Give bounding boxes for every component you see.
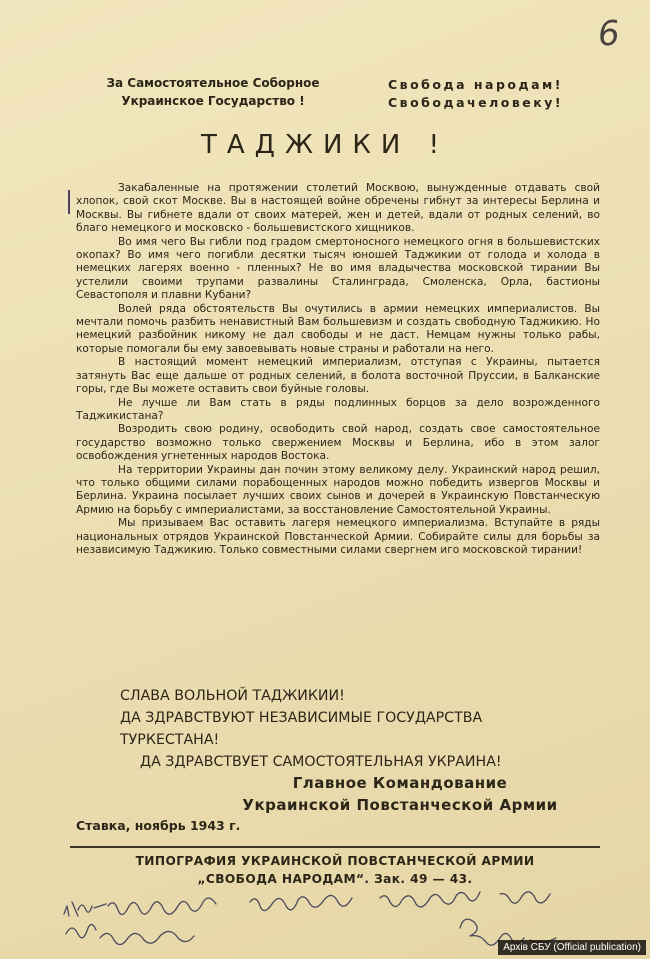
divider-rule bbox=[70, 846, 600, 848]
printer-line-2: „СВОБОДА НАРОДАМ“. Зак. 49 — 43. bbox=[197, 872, 473, 886]
header-left-slogan bbox=[88, 74, 338, 110]
header-left-line-2: Украинское Государство ! bbox=[121, 94, 305, 108]
slogan-3: ДА ЗДРАВСТВУЕТ САМОСТОЯТЕЛЬНАЯ УКРАИНА! bbox=[140, 754, 502, 770]
paragraph-8: Мы призываем Вас оставить лагеря немецкого империализма. Вступайте в ряды национальных отрядов Украинской Повстанческой Армии. Собирайте силы для борьбы за независимую Таджикию. Только совместными силами свергнем иго московской тирании! bbox=[76, 517, 600, 556]
paragraph-3: Волей ряда обстоятельств Вы очутились в армии немецких империалистов. Вы мечтали помочь разбить ненавистный Вам большевизм и создать свободную Таджикию. Но немецкий разбойник никому не дал свободы и не даст. Немцам нужны только рабы, которые помогали бы ему завоевывать новые страны и работали на него. bbox=[76, 302, 600, 355]
printer-line-1: ТИПОГРАФИЯ УКРАИНСКОЙ ПОВСТАНЧЕСКОЙ АРМИИ bbox=[135, 854, 535, 868]
paragraph-5: Не лучше ли Вам стать в ряды подлинных борцов за дело возрожденного Таджикистана? bbox=[76, 396, 600, 422]
closing-slogans bbox=[120, 688, 600, 776]
signature-line-2: Украинской Повстанческой Армии bbox=[242, 796, 558, 814]
pencil-margin-mark bbox=[68, 190, 74, 214]
paragraph-4: В настоящий момент немецкий империализм, отступая с Украины, пытается затянуть Вас еще дальше от родных селений, в болота восточной Пруссии, в Балканские горы, где Вы можете оставить свои буйные головы. bbox=[76, 356, 600, 396]
header-right-line-1: Свобода народам! bbox=[388, 77, 563, 92]
slogan-2 bbox=[120, 710, 600, 749]
paragraph-6: Возродить свою родину, освободить свой народ, создать свое самостоятельное государство возможно только свержением Москвы и Берлина, ибо в этом залог освобождения угнетенных народов Востока. bbox=[76, 423, 600, 463]
signature-block bbox=[200, 772, 600, 816]
slogan-2-line-2: ТУРКЕСТАНА! bbox=[120, 732, 220, 748]
slogan-2-line-1: ДА ЗДРАВСТВУЮТ НЕЗАВИСИМЫЕ ГОСУДАРСТВА bbox=[120, 710, 483, 726]
paragraph-1: Закабаленные на протяжении столетий Москвою, вынужденные отдавать свой хлопок, свой скот Москве. Вы в настоящей войне обречены гибнут за интересы Берлина и Москвы. Вы гибнете вдали от своих матерей, жен и детей, вдали от родных селений, во благо немецкого и московско - большевистского хищников. bbox=[76, 182, 600, 235]
document-title: ТАДЖИКИ ! bbox=[200, 130, 450, 160]
archive-credit: Архів СБУ (Official publication) bbox=[498, 940, 646, 955]
paragraph-2: Во имя чего Вы гибли под градом смертоносного немецкого огня в большевистских окопах? Во имя чего погибли десятки тысяч юношей Таджикии от голода и холода в немецких лагерях военно - пленных? Не во имя владычества московской тирании Вы устелили своими трупами развалины Сталинграда, Смоленска, Орла, бастионы Севастополя и плавни Кубани? bbox=[76, 235, 600, 302]
dateline: Ставка, ноябрь 1943 г. bbox=[76, 818, 241, 833]
printer-imprint bbox=[70, 852, 600, 888]
slogan-1: СЛАВА ВОЛЬНОЙ ТАДЖИКИИ! bbox=[120, 688, 345, 704]
header-right-slogan bbox=[388, 76, 618, 112]
signature-line-1: Главное Командование bbox=[292, 774, 508, 792]
header-right-line-2: Свободачеловеку! bbox=[388, 95, 564, 110]
header-left-line-1: За Самостоятельное Соборное bbox=[106, 76, 320, 90]
paragraph-7: На территории Украины дан почин этому великому делу. Украинский народ решил, что только общими силами порабощенных народов можно победить извергов Москвы и Берлина. Украина посылает лучших своих сынов и дочерей в Украинскую Повстанческую Армию на борьбу с империалистами, за восстановление Самостоятельной Украины. bbox=[76, 463, 600, 516]
body-text bbox=[76, 182, 600, 557]
archive-page-number: 6 bbox=[596, 13, 622, 55]
